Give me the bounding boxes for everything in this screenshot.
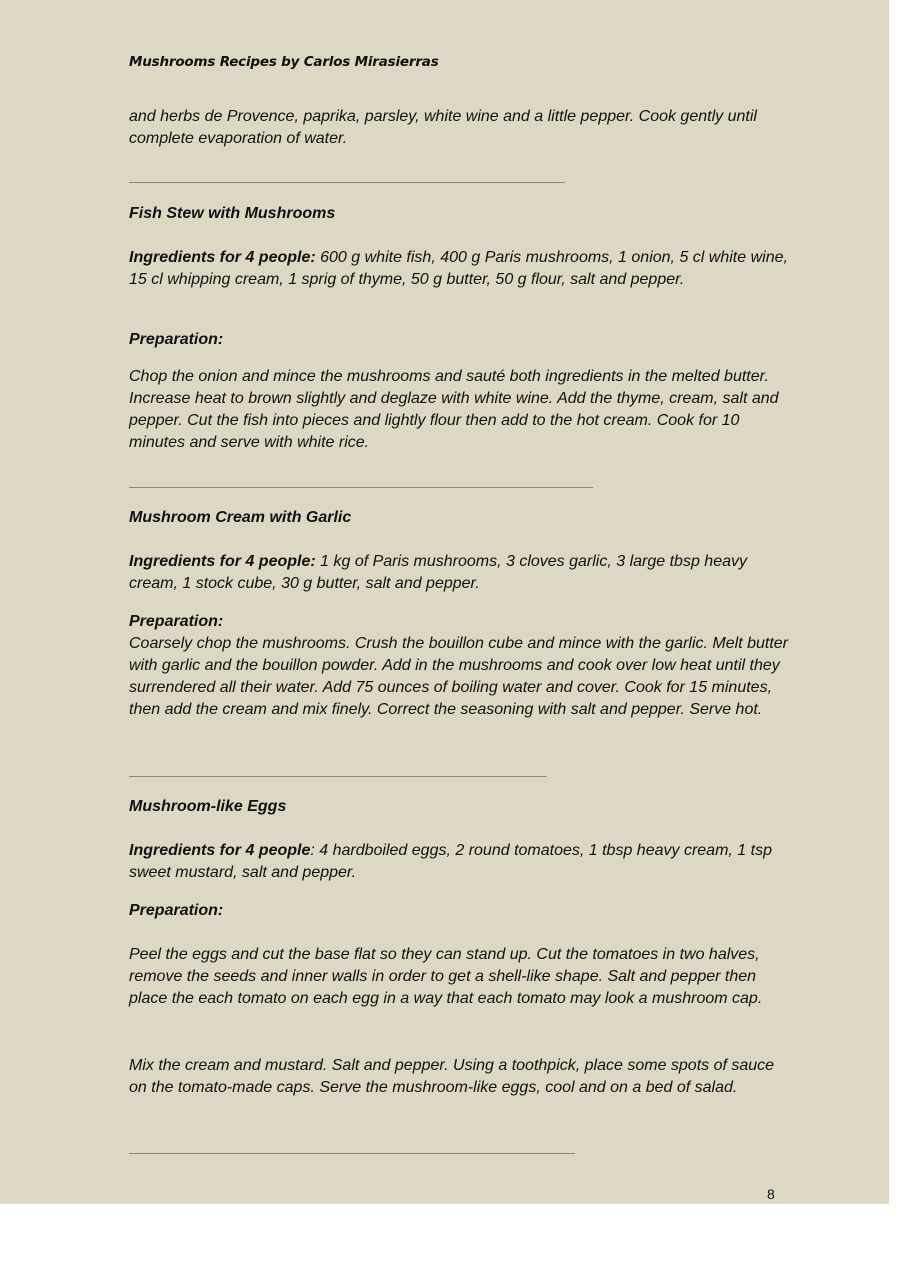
preparation-text: Mix the cream and mustard. Salt and pepper. Using a toothpick, place some spots of sauce on the tomato-made caps. Serve the mushroom-like eggs, cool and on a bed of salad. (129, 1057, 775, 1096)
preparation-label: Preparation: (129, 902, 224, 919)
recipe-title: Mushroom Cream with Garlic (129, 509, 352, 526)
preparation-label: Preparation: (129, 331, 224, 348)
ingredients-paragraph (129, 551, 789, 595)
section-divider (129, 182, 565, 183)
preparation-text: Coarsely chop the mushrooms. Crush the bouillon cube and mince with the garlic. Melt butter with garlic and the bouillon powder. Add in the mushrooms and cook over low heat until they surrendered all their water. Add 75 ounces of boiling water and cover. Cook for 15 minutes, then add the cream and mix finely. Correct the seasoning with salt and pepper. Serve hot. (129, 635, 788, 718)
ingredients-label: Ingredients for 4 people: (129, 553, 316, 570)
ingredients-label: Ingredients for 4 people: (129, 249, 316, 266)
ingredients-text: 600 g white fish, 400 g Paris mushrooms, 1 onion, 5 cl white wine, 15 cl whipping cream, 1 sprig of thyme, 50 g butter, 50 g flour, salt and pepper. (129, 249, 788, 288)
ingredients-text: 1 kg of Paris mushrooms, 3 cloves garlic, 3 large tbsp heavy cream, 1 stock cube, 30 g butter, salt and pepper. (129, 553, 747, 592)
ingredients-paragraph (129, 840, 789, 884)
page-number: 8 (767, 1186, 775, 1202)
recipe-title: Mushroom-like Eggs (129, 798, 287, 815)
ingredients-label: Ingredients for 4 people (129, 842, 311, 859)
section-divider (129, 487, 593, 488)
recipe-title: Fish Stew with Mushrooms (129, 205, 336, 222)
ingredients-text: : 4 hardboiled eggs, 2 round tomatoes, 1 tbsp heavy cream, 1 tsp sweet mustard, salt and pepper. (129, 842, 772, 881)
preparation-text: Peel the eggs and cut the base flat so they can stand up. Cut the tomatoes in two halves, remove the seeds and inner walls in order to get a shell-like shape. Salt and pepper then place the each tomato on each egg in a way that each tomato may look a mushroom cap. (129, 946, 763, 1007)
section-divider (129, 1153, 575, 1154)
ingredients-paragraph (129, 247, 789, 291)
intro-paragraph: and herbs de Provence, paprika, parsley, white wine and a little pepper. Cook gently until complete evaporation of water. (129, 108, 757, 147)
preparation-text: Chop the onion and mince the mushrooms and sauté both ingredients in the melted butter. Increase heat to brown slightly and deglaze with white wine. Add the thyme, cream, salt and pepper. Cut the fish into pieces and lightly flour then add to the hot cream. Cook for 10 minutes and serve with white rice. (129, 368, 779, 451)
preparation-label: Preparation: (129, 613, 224, 630)
running-header: Mushrooms Recipes by Carlos Mirasierras (129, 54, 439, 70)
section-divider (129, 776, 547, 777)
